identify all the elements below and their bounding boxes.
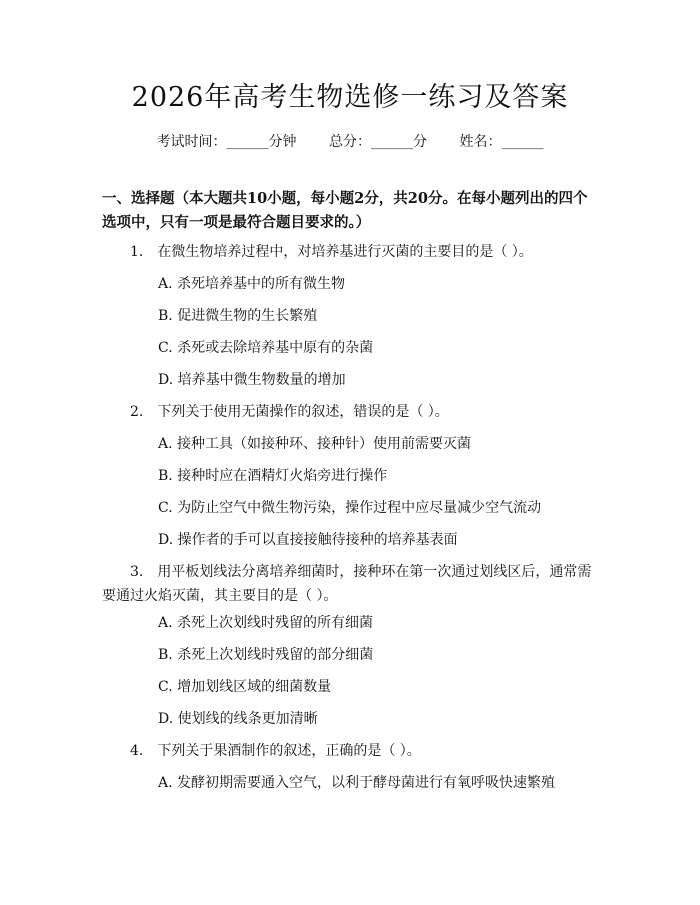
question-2-option-d: D. 操作者的手可以直接接触待接种的培养基表面 — [158, 532, 458, 548]
exam-time-field: 考试时间：______分钟 — [156, 134, 297, 150]
question-2-option-c: C. 为防止空气中微生物污染，操作过程中应尽量减少空气流动 — [158, 500, 542, 516]
section-heading: 一、选择题（本大题共10小题，每小题2分，共20分。在每小题列出的四个选项中，只有一项是最符合题目要求的。） — [102, 190, 588, 231]
question-3-option-c: C. 增加划线区域的细菌数量 — [158, 679, 332, 695]
page-title: 2026年高考生物选修一练习及答案 — [131, 82, 569, 113]
question-1-option-a: A. 杀死培养基中的所有微生物 — [158, 276, 346, 292]
question-3-stem: 3. 用平板划线法分离培养细菌时，接种环在第一次通过划线区后，通常需要通过火焰灭菌，其主要目的是（ ）。 — [102, 564, 592, 604]
question-2-option-a: A. 接种工具（如接种环、接种针）使用前需要灭菌 — [158, 436, 472, 452]
total-score-field: 总分：______分 — [329, 134, 427, 150]
question-1-option-d: D. 培养基中微生物数量的增加 — [158, 372, 346, 388]
question-4-option-a: A. 发酵初期需要通入空气，以利于酵母菌进行有氧呼吸快速繁殖 — [158, 775, 556, 791]
student-name-field: 姓名：______ — [459, 134, 544, 150]
question-1-option-c: C. 杀死或去除培养基中原有的杂菌 — [158, 340, 374, 356]
question-1-option-b: B. 促进微生物的生长繁殖 — [158, 308, 318, 324]
question-3-option-b: B. 杀死上次划线时残留的部分细菌 — [158, 647, 374, 663]
question-2-option-b: B. 接种时应在酒精灯火焰旁进行操作 — [158, 468, 388, 484]
question-2-stem: 2. 下列关于使用无菌操作的叙述，错误的是（ ）。 — [130, 404, 449, 420]
question-3-option-a: A. 杀死上次划线时残留的所有细菌 — [158, 615, 374, 631]
question-1-stem: 1. 在微生物培养过程中，对培养基进行灭菌的主要目的是（ ）。 — [130, 244, 533, 260]
question-3-option-d: D. 使划线的线条更加清晰 — [158, 711, 318, 727]
question-4-stem: 4. 下列关于果酒制作的叙述，正确的是（ ）。 — [130, 743, 421, 759]
exam-info-line — [0, 132, 700, 152]
